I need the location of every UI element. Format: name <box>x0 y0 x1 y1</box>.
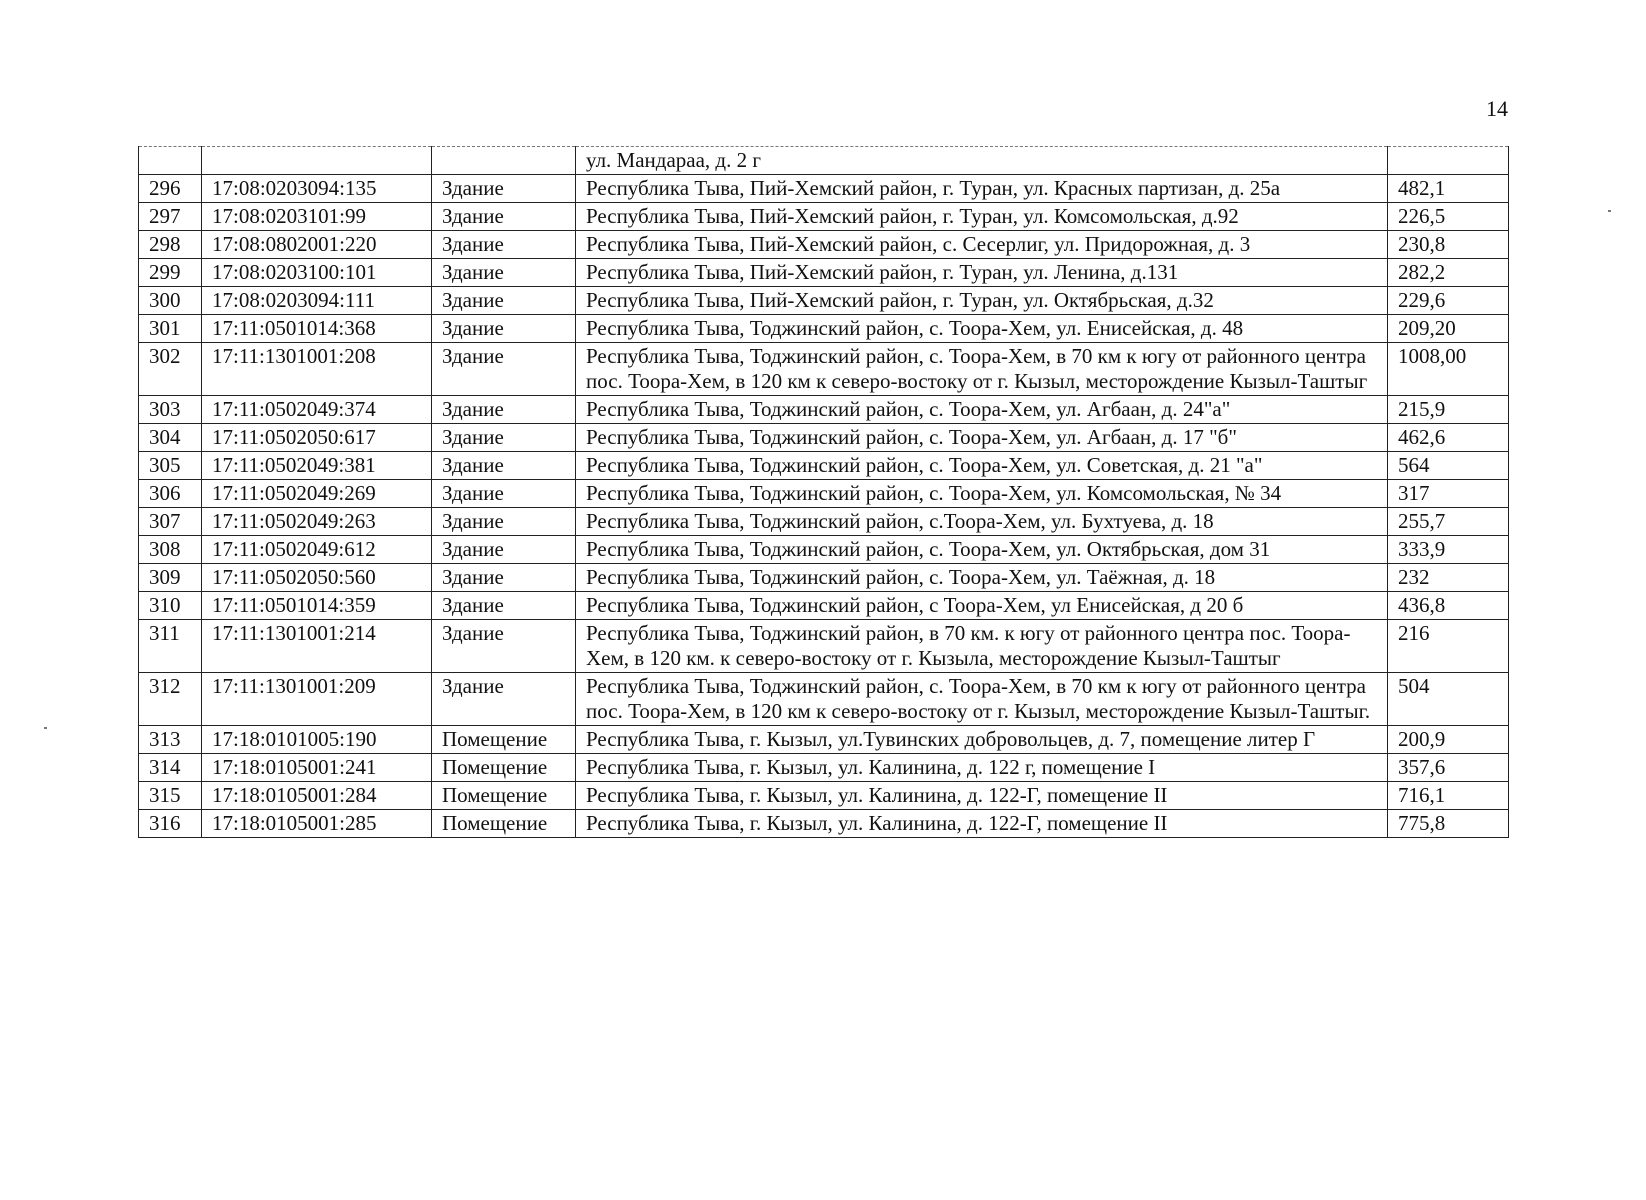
cell-area: 282,2 <box>1388 259 1509 287</box>
cell-cadastral-number: 17:11:0501014:359 <box>202 592 432 620</box>
cell-address: Республика Тыва, Тоджинский район, с. Тоора-Хем, ул. Енисейская, д. 48 <box>576 315 1388 343</box>
cell-cadastral-number: 17:11:1301001:209 <box>202 673 432 726</box>
table-row <box>139 726 1509 754</box>
cell-address: Республика Тыва, Тоджинский район, с. Тоора-Хем, в 70 км к югу от районного центра пос. Тоора-Хем, в 120 км к северо-востоку от г. Кызыл, месторождение Кызыл-Таштыг <box>576 343 1388 396</box>
table-row <box>139 480 1509 508</box>
cell-number: 305 <box>139 452 202 480</box>
table-row <box>139 592 1509 620</box>
cell-address: Республика Тыва, г. Кызыл, ул. Калинина, д. 122-Г, помещение II <box>576 810 1388 838</box>
cell-object-type <box>432 147 576 175</box>
cell-object-type: Помещение <box>432 782 576 810</box>
cell-address: Республика Тыва, Тоджинский район, с. Тоора-Хем, ул. Агбаан, д. 17 "б" <box>576 424 1388 452</box>
cell-address: Республика Тыва, г. Кызыл, ул. Калинина, д. 122-Г, помещение II <box>576 782 1388 810</box>
cell-object-type: Здание <box>432 564 576 592</box>
cell-number: 316 <box>139 810 202 838</box>
table-row <box>139 782 1509 810</box>
table-row <box>139 231 1509 259</box>
cell-address: Республика Тыва, Тоджинский район, с. Тоора-Хем, ул. Комсомольская, № 34 <box>576 480 1388 508</box>
cell-cadastral-number: 17:08:0203094:111 <box>202 287 432 315</box>
cell-object-type: Здание <box>432 620 576 673</box>
table-row <box>139 452 1509 480</box>
cell-object-type: Помещение <box>432 810 576 838</box>
cell-address: Республика Тыва, Пий-Хемский район, г. Туран, ул. Комсомольская, д.92 <box>576 203 1388 231</box>
cell-area: 482,1 <box>1388 175 1509 203</box>
cell-address: Республика Тыва, г. Кызыл, ул. Калинина, д. 122 г, помещение I <box>576 754 1388 782</box>
cell-object-type: Здание <box>432 343 576 396</box>
cell-cadastral-number: 17:08:0203101:99 <box>202 203 432 231</box>
cell-object-type: Помещение <box>432 754 576 782</box>
cell-area: 504 <box>1388 673 1509 726</box>
cell-address: Республика Тыва, Тоджинский район, в 70 км. к югу от районного центра пос. Тоора-Хем, в 120 км. к северо-востоку от г. Кызыла, месторождение Кызыл-Таштыг <box>576 620 1388 673</box>
table-row <box>139 175 1509 203</box>
cell-cadastral-number: 17:08:0802001:220 <box>202 231 432 259</box>
cell-cadastral-number: 17:11:1301001:214 <box>202 620 432 673</box>
page-number: 14 <box>1486 96 1508 121</box>
cell-address: Республика Тыва, Тоджинский район, с. Тоора-Хем, ул. Советская, д. 21 "а" <box>576 452 1388 480</box>
table-row <box>139 508 1509 536</box>
cell-area: 775,8 <box>1388 810 1509 838</box>
cell-address: Республика Тыва, Тоджинский район, с. Тоора-Хем, ул. Агбаан, д. 24"а" <box>576 396 1388 424</box>
cell-number: 312 <box>139 673 202 726</box>
cell-area: 333,9 <box>1388 536 1509 564</box>
cell-cadastral-number: 17:08:0203094:135 <box>202 175 432 203</box>
cell-number: 298 <box>139 231 202 259</box>
cell-cadastral-number: 17:11:0502049:263 <box>202 508 432 536</box>
property-registry-table <box>138 146 1509 838</box>
cell-area: 317 <box>1388 480 1509 508</box>
cell-object-type: Здание <box>432 673 576 726</box>
cell-cadastral-number: 17:11:1301001:208 <box>202 343 432 396</box>
cell-area: 229,6 <box>1388 287 1509 315</box>
table-row <box>139 620 1509 673</box>
cell-address: Республика Тыва, г. Кызыл, ул.Тувинских добровольцев, д. 7, помещение литер Г <box>576 726 1388 754</box>
cell-number: 306 <box>139 480 202 508</box>
cell-object-type: Здание <box>432 396 576 424</box>
cell-cadastral-number: 17:18:0105001:241 <box>202 754 432 782</box>
cell-object-type: Здание <box>432 259 576 287</box>
table-row-continuation <box>139 147 1509 175</box>
cell-object-type: Здание <box>432 203 576 231</box>
cell-cadastral-number: 17:18:0105001:284 <box>202 782 432 810</box>
cell-address: ул. Мандараа, д. 2 г <box>576 147 1388 175</box>
cell-number: 299 <box>139 259 202 287</box>
table-row <box>139 536 1509 564</box>
cell-number: 308 <box>139 536 202 564</box>
cell-area: 209,20 <box>1388 315 1509 343</box>
cell-area: 255,7 <box>1388 508 1509 536</box>
cell-area: 215,9 <box>1388 396 1509 424</box>
cell-number <box>139 147 202 175</box>
cell-address: Республика Тыва, Тоджинский район, с. Тоора-Хем, ул. Октябрьская, дом 31 <box>576 536 1388 564</box>
cell-area <box>1388 147 1509 175</box>
cell-area: 436,8 <box>1388 592 1509 620</box>
cell-number: 300 <box>139 287 202 315</box>
cell-cadastral-number: 17:11:0502050:617 <box>202 424 432 452</box>
cell-number: 303 <box>139 396 202 424</box>
cell-number: 302 <box>139 343 202 396</box>
cell-area: 564 <box>1388 452 1509 480</box>
cell-area: 716,1 <box>1388 782 1509 810</box>
cell-object-type: Здание <box>432 315 576 343</box>
cell-cadastral-number: 17:11:0502049:612 <box>202 536 432 564</box>
scan-speck <box>44 727 47 729</box>
cell-object-type: Здание <box>432 480 576 508</box>
cell-object-type: Здание <box>432 175 576 203</box>
table-row <box>139 315 1509 343</box>
cell-address: Республика Тыва, Тоджинский район, с. Тоора-Хем, в 70 км к югу от районного центра пос. Тоора-Хем, в 120 км к северо-востоку от г. Кызыл, месторождение Кызыл-Таштыг. <box>576 673 1388 726</box>
cell-number: 313 <box>139 726 202 754</box>
table-row <box>139 203 1509 231</box>
cell-number: 311 <box>139 620 202 673</box>
cell-area: 200,9 <box>1388 726 1509 754</box>
table-row <box>139 810 1509 838</box>
cell-number: 304 <box>139 424 202 452</box>
cell-object-type: Здание <box>432 287 576 315</box>
cell-address: Республика Тыва, Тоджинский район, с Тоора-Хем, ул Енисейская, д 20 б <box>576 592 1388 620</box>
cell-object-type: Здание <box>432 424 576 452</box>
table-row <box>139 287 1509 315</box>
cell-address: Республика Тыва, Тоджинский район, с. Тоора-Хем, ул. Таёжная, д. 18 <box>576 564 1388 592</box>
cell-cadastral-number: 17:18:0101005:190 <box>202 726 432 754</box>
cell-cadastral-number: 17:11:0502050:560 <box>202 564 432 592</box>
cell-object-type: Здание <box>432 536 576 564</box>
cell-address: Республика Тыва, Тоджинский район, с.Тоора-Хем, ул. Бухтуева, д. 18 <box>576 508 1388 536</box>
cell-object-type: Помещение <box>432 726 576 754</box>
cell-number: 301 <box>139 315 202 343</box>
cell-cadastral-number: 17:08:0203100:101 <box>202 259 432 287</box>
cell-cadastral-number: 17:18:0105001:285 <box>202 810 432 838</box>
cell-cadastral-number: 17:11:0502049:374 <box>202 396 432 424</box>
cell-area: 1008,00 <box>1388 343 1509 396</box>
cell-area: 226,5 <box>1388 203 1509 231</box>
cell-area: 232 <box>1388 564 1509 592</box>
cell-number: 297 <box>139 203 202 231</box>
cell-cadastral-number: 17:11:0502049:381 <box>202 452 432 480</box>
table-row <box>139 424 1509 452</box>
cell-address: Республика Тыва, Пий-Хемский район, г. Туран, ул. Красных партизан, д. 25а <box>576 175 1388 203</box>
cell-area: 357,6 <box>1388 754 1509 782</box>
cell-object-type: Здание <box>432 592 576 620</box>
table-row <box>139 564 1509 592</box>
cell-number: 307 <box>139 508 202 536</box>
cell-object-type: Здание <box>432 508 576 536</box>
cell-address: Республика Тыва, Пий-Хемский район, г. Туран, ул. Ленина, д.131 <box>576 259 1388 287</box>
cell-area: 216 <box>1388 620 1509 673</box>
cell-number: 315 <box>139 782 202 810</box>
cell-address: Республика Тыва, Пий-Хемский район, с. Сесерлиг, ул. Придорожная, д. 3 <box>576 231 1388 259</box>
scan-speck <box>1608 210 1611 212</box>
cell-cadastral-number: 17:11:0501014:368 <box>202 315 432 343</box>
cell-cadastral-number <box>202 147 432 175</box>
table-row <box>139 396 1509 424</box>
table-row <box>139 754 1509 782</box>
cell-area: 230,8 <box>1388 231 1509 259</box>
cell-number: 296 <box>139 175 202 203</box>
table-row <box>139 343 1509 396</box>
cell-area: 462,6 <box>1388 424 1509 452</box>
cell-object-type: Здание <box>432 452 576 480</box>
cell-number: 309 <box>139 564 202 592</box>
cell-cadastral-number: 17:11:0502049:269 <box>202 480 432 508</box>
cell-number: 314 <box>139 754 202 782</box>
table-row <box>139 259 1509 287</box>
table-row <box>139 673 1509 726</box>
cell-number: 310 <box>139 592 202 620</box>
cell-object-type: Здание <box>432 231 576 259</box>
cell-address: Республика Тыва, Пий-Хемский район, г. Туран, ул. Октябрьская, д.32 <box>576 287 1388 315</box>
